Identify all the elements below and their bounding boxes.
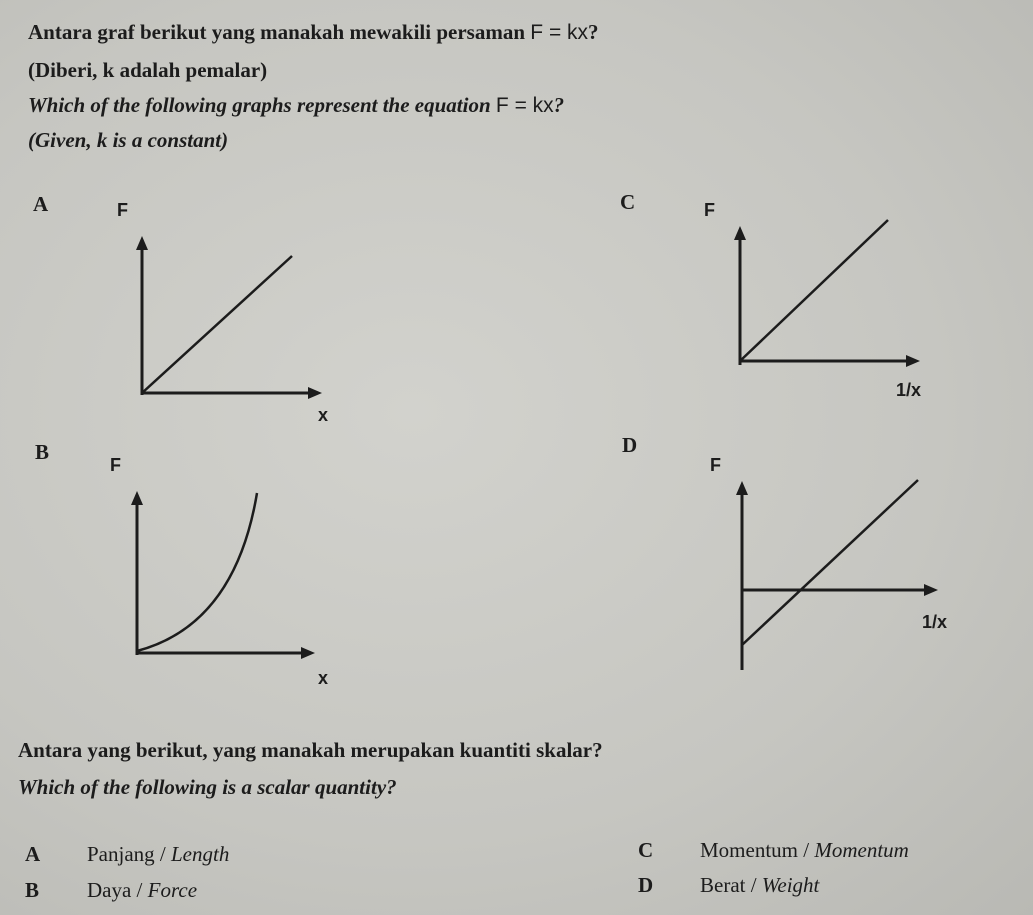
graph-b-letter: B — [35, 440, 50, 464]
q1-malay-question — [28, 20, 599, 45]
graph-b-y-arrow — [131, 491, 143, 505]
graph-b-curve — [137, 493, 257, 651]
graph-c-x-label: 1/x — [896, 380, 922, 400]
graph-b-x-arrow — [301, 647, 315, 659]
q1-english-text: Which of the following graphs represent the equation — [28, 93, 496, 117]
graph-d-letter: D — [622, 433, 638, 457]
q2-english-question: Which of the following is a scalar quantity? — [18, 775, 397, 799]
graph-d-y-label: F — [710, 455, 721, 475]
q2-option-c-letter: C — [638, 838, 654, 862]
q1-malay-qmark: ? — [588, 20, 599, 44]
graph-b-x-label: x — [318, 668, 329, 688]
q1-english-question — [28, 93, 564, 118]
graph-d-x-label: 1/x — [922, 612, 948, 632]
q2-option-a-english: Length — [171, 842, 230, 866]
graph-c-letter: C — [620, 190, 636, 214]
q2-option-c-english: Momentum — [814, 838, 909, 862]
graph-c-line — [740, 220, 888, 361]
graph-c-x-arrow — [906, 355, 920, 367]
graph-c-y-arrow — [734, 226, 746, 240]
graph-a-y-arrow — [136, 236, 148, 250]
q1-english-given: (Given, k is a constant) — [28, 128, 229, 152]
q1-malay-given: (Diberi, k adalah pemalar) — [28, 58, 268, 82]
q2-option-b-english: Force — [147, 878, 198, 902]
graph-b-y-label: F — [110, 455, 121, 475]
q2-option-a — [25, 842, 229, 867]
graph-d-plot — [730, 475, 940, 675]
q2-option-d — [638, 873, 819, 898]
q1-english-equation: F = kx — [495, 94, 554, 117]
graph-c-plot — [728, 220, 928, 370]
graph-a-letter: A — [33, 192, 49, 216]
q2-option-d-letter: D — [638, 873, 654, 897]
graph-a-line — [142, 256, 292, 393]
q2-option-c-malay: Momentum / — [700, 838, 815, 862]
q2-option-b-malay: Daya / — [87, 878, 148, 902]
graph-d-x-arrow — [924, 584, 938, 596]
graph-a-plot — [130, 230, 330, 410]
graph-d-y-arrow — [736, 481, 748, 495]
q2-malay-question: Antara yang berikut, yang manakah merupakan kuantiti skalar? — [18, 738, 603, 762]
graph-a-x-arrow — [308, 387, 322, 399]
q2-option-d-malay: Berat / — [700, 873, 762, 897]
q2-option-b-letter: B — [25, 878, 40, 902]
graph-b-plot — [125, 485, 325, 665]
q1-malay-equation: F = kx — [530, 21, 589, 44]
q2-option-d-english: Weight — [761, 873, 820, 897]
q2-option-c — [638, 838, 909, 863]
q1-english-qmark: ? — [553, 93, 565, 117]
graph-a-y-label: F — [117, 200, 128, 220]
q1-malay-text: Antara graf berikut yang manakah mewakili persaman — [28, 20, 531, 44]
graph-c-y-label: F — [704, 200, 715, 220]
graph-d-line — [742, 480, 918, 645]
q2-option-a-letter: A — [25, 842, 41, 866]
q2-option-b — [25, 878, 197, 903]
graph-a-x-label: x — [318, 405, 329, 425]
q2-option-a-malay: Panjang / — [87, 842, 171, 866]
